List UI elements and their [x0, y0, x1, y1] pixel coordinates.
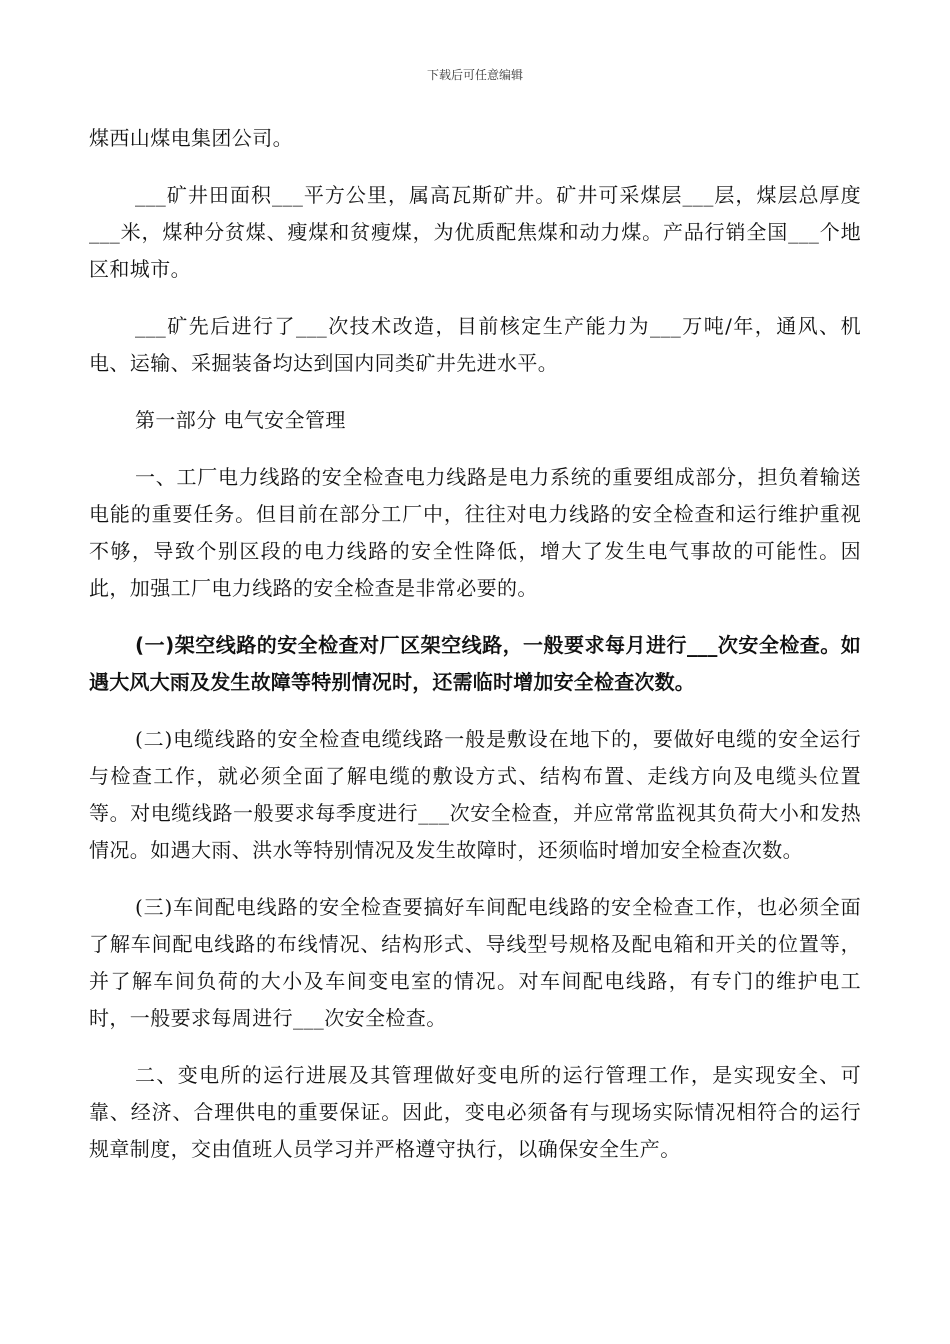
page-header: 下载后可任意编辑 — [426, 68, 523, 82]
paragraph-substation-management: 二、变电所的运行进展及其管理做好变电所的运行管理工作，是实现安全、可靠、经济、合理供电的重要保证。因此，变电必须备有与现场实际情况相符合的运行规章制度，交由值班人员学习并严格遵守执行，以确保安全生产。 — [89, 1063, 861, 1161]
paragraph-mine-area: ___矿井田面积___平方公里，属高瓦斯矿井。矿井可采煤层___层，煤层总厚度___米，煤种分贫煤、瘦煤和贫瘦煤，为优质配焦煤和动力煤。产品行销全国___个地区和城市。 — [89, 183, 861, 281]
document-body — [89, 120, 861, 1188]
paragraph-workshop-line-inspection: (三)车间配电线路的安全检查要搞好车间配电线路的安全检查工作，也必须全面了解车间配电线路的布线情况、结构形式、导线型号规格及配电箱和开关的位置等，并了解车间负荷的大小及车间变电室的情况。对车间配电线路，有专门的维护电工时，一般要求每周进行___次安全检查。 — [89, 895, 861, 1030]
paragraph-technical-upgrade: ___矿先后进行了___次技术改造，目前核定生产能力为___万吨/年，通风、机电、运输、采掘装备均达到国内同类矿井先进水平。 — [89, 314, 861, 375]
section-heading: 第一部分 电气安全管理 — [135, 408, 346, 432]
paragraph-cable-line-inspection: (二)电缆线路的安全检查电缆线路一般是敷设在地下的，要做好电缆的安全运行与检查工作，就必须全面了解电缆的敷设方式、结构布置、走线方向及电缆头位置等。对电缆线路一般要求每季度进行___次安全检查，并应常常监视其负荷大小和发热情况。如遇大雨、洪水等特别情况及发生故障时，还须临时增加安全检查次数。 — [89, 727, 861, 862]
paragraph-power-line-inspection: 一、工厂电力线路的安全检查电力线路是电力系统的重要组成部分，担负着输送电能的重要任务。但目前在部分工厂中，往往对电力线路的安全检查和运行维护重视不够，导致个别区段的电力线路的安全性降低，增大了发生电气事故的可能性。因此，加强工厂电力线路的安全检查是非常必要的。 — [89, 465, 861, 600]
paragraph-overhead-line-inspection: (一)架空线路的安全检查对厂区架空线路，一般要求每月进行___次安全检查。如遇大风大雨及发生故障等特别情况时，还需临时增加安全检查次数。 — [89, 633, 861, 694]
paragraph-company-name: 煤西山煤电集团公司。 — [89, 126, 293, 150]
